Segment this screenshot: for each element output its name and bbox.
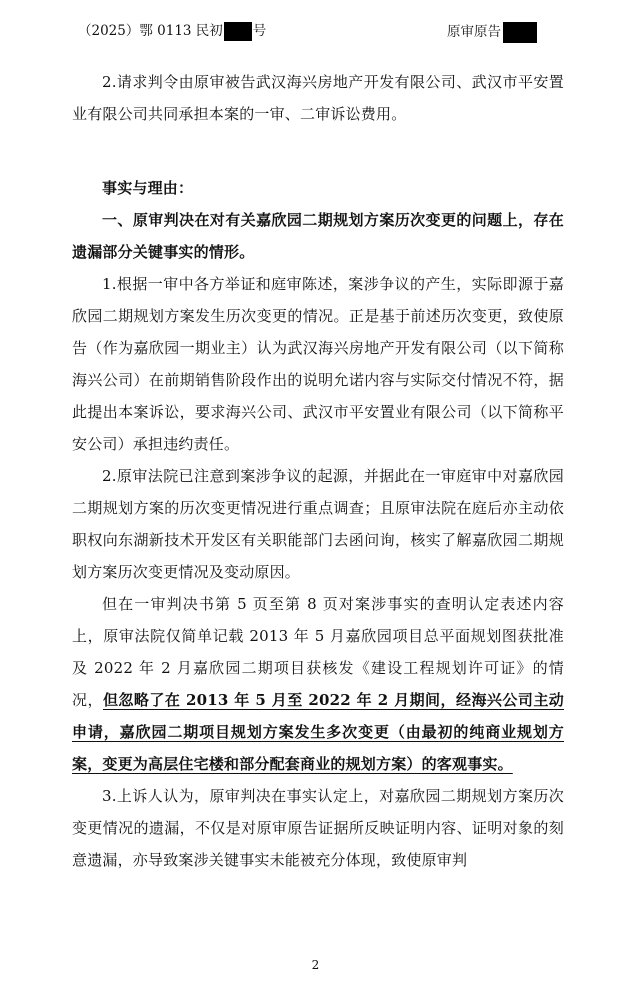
paragraph-point-2: 2.原审法院已注意到案涉争议的起源，并据此在一审庭审中对嘉欣园二期规划方案的历次变更情况进行重点调查；且原审法院在庭后亦主动依职权向东湖新技术开发区有关职能部门去函问询，核实了解嘉欣园二期规划方案历次变更情况及变动原因。 <box>72 467 564 581</box>
case-number-header <box>78 22 266 41</box>
paragraph-claim-2: 2.请求判令由原审被告武汉海兴房地产开发有限公司、武汉市平安置业有限公司共同承担本案的一审、二审诉讼费用。 <box>72 73 564 123</box>
case-number-suffix: 号 <box>252 23 267 39</box>
point-2-cont-plain: 但在一审判决书第 5 页至第 8 页对案涉事实的查明认定表述内容上，原审法院仅简单记载 2013 年 5 月嘉欣园项目总平面规划图获批准及 2022 年 2 月嘉欣园二期项目获核发《建设工程规划许可证》的情况， <box>72 595 564 709</box>
redaction-block <box>224 22 252 41</box>
case-number-prefix: （2025）鄂 0113 民初 <box>78 23 223 39</box>
page-number: 2 <box>311 958 320 972</box>
paragraph-point-2-continued <box>72 588 564 780</box>
redaction-block <box>503 22 537 43</box>
point-2-cont-emphasis: 但忽略了在 2013 年 5 月至 2022 年 2 月期间，经海兴公司主动申请，嘉欣园二期项目规划方案发生多次变更（由最初的纯商业规划方案，变更为高层住宅楼和部分配套商业的规划方案）的客观事实。 <box>72 691 565 773</box>
party-header <box>447 22 537 43</box>
paragraph-point-3: 3.上诉人认为，原审判决在事实认定上，对嘉欣园二期规划方案历次变更情况的遗漏，不仅是对原审原告证据所反映证明内容、证明对象的刻意遗漏，亦导致案涉关键事实未能被充分体现，致使原审判 <box>72 787 564 869</box>
facts-heading: 事实与理由： <box>102 179 194 197</box>
paragraph-point-1: 1.根据一审中各方举证和庭审陈述，案涉争议的产生，实际即源于嘉欣园二期规划方案发生历次变更的情况。正是基于前述历次变更，致使原告（作为嘉欣园一期业主）认为武汉海兴房地产开发有限公司（以下简称海兴公司）在前期销售阶段作出的说明允诺内容与实际交付情况不符，据此提出本案诉讼，要求海兴公司、武汉市平安置业有限公司（以下简称平安公司）承担违约责任。 <box>72 275 564 453</box>
party-label: 原审原告 <box>447 24 501 40</box>
section-1-heading: 一、原审判决在对有关嘉欣园二期规划方案历次变更的问题上，存在遗漏部分关键事实的情形。 <box>72 211 564 261</box>
paragraph-gap <box>72 130 564 172</box>
document-body <box>72 66 564 876</box>
